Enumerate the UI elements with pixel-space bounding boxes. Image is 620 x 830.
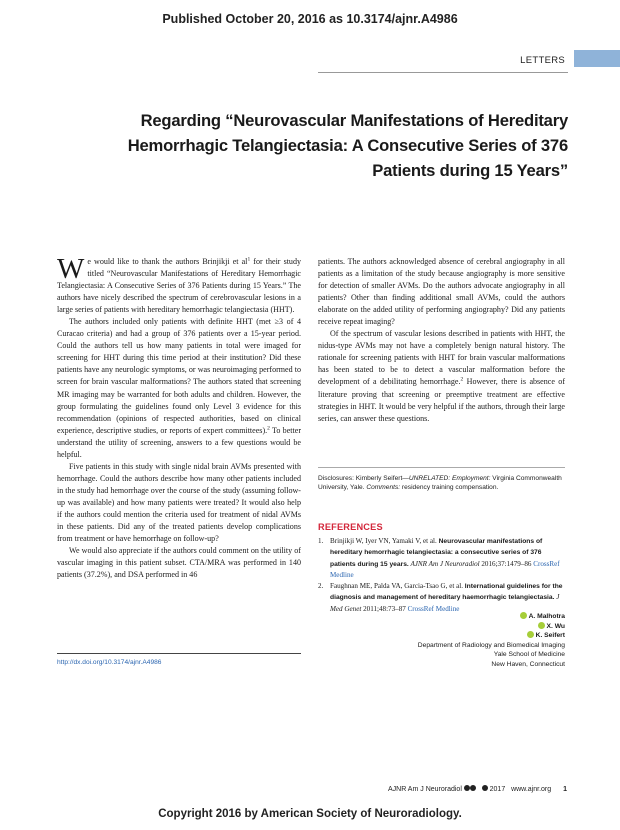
page-number: 1 (563, 786, 567, 793)
author-row: A. Malhotra (318, 612, 565, 622)
section-tab (574, 50, 620, 67)
affiliation-line: Department of Radiology and Biomedical Imaging (417, 641, 565, 649)
orcid-icon[interactable] (520, 612, 527, 619)
reference-item: 2. Faughnan ME, Palda VA, Garcia-Tsao G, et al. International guidelines for the diagnosis and management of hereditary haemorrhagic telangiectasia. J Med Genet 2011;48:73–87 CrossRef Medline (318, 582, 563, 613)
reference-item: 1. Brinjikji W, Iyer VN, Yamaki V, et al. Neurovascular manifestations of hereditary hemorrhagic telangiectasia: a consecutive series of 376 patients during 15 years. AJNR Am J Neuroradiol 2016;37:1479–86 CrossRef Medline (318, 537, 560, 579)
paragraph: We would also appreciate if the authors could comment on the utility of vascular imaging in this patient subset. CTA/MRA was performed in 140 patients (37.2%), and DSA performed in 46 (57, 546, 301, 580)
drop-cap: W (57, 253, 85, 285)
paragraph: Five patients in this study with single nidal brain AVMs presented with hemorrhage. Could the authors describe how many other patients included in the study had hemorrhage over the course of the study (assuming follow-up was available) and how many patients were treated? It would also help if the authors could mention the criteria used for treatment of nidal AVMs in these patients. Did any of the treated patients develop complications from treatment or have hemorrhage on follow-up? (57, 461, 301, 544)
journal-site[interactable]: www.ajnr.org (511, 786, 552, 793)
bullet-icon (470, 785, 476, 791)
doi-divider (57, 653, 301, 654)
affiliation-line: Yale School of Medicine (493, 651, 565, 659)
references-heading: REFERENCES (318, 522, 383, 532)
article-title: Regarding “Neurovascular Manifestations of Hereditary Hemorrhagic Telangiectasia: A Consecutive Series of 376 Patients during 15 Years” (127, 111, 568, 180)
bullet-icon (482, 785, 488, 791)
paragraph: We would like to thank the authors Brinjikji et $al^1$ for their study titled “Neurovascular Manifestations of Hereditary Hemorrhagic Telangiectasia: A Consecutive Series of 376 Patients during 15 Years.” The authors have nicely described the spectrum of cerebrovascular lesions in a large series of patients with hereditary hemorrhagic telangiectasia (HHT). (57, 253, 302, 315)
reference-links[interactable]: CrossRef Medline (407, 604, 460, 613)
author-row: X. Wu (318, 622, 565, 632)
affiliation-line: New Haven, Connecticut (491, 660, 565, 668)
paragraph: patients. The authors acknowledged absence of cerebral angiography in all patients as a limitation of the study because angiography is more sensitive for detection of smaller AVMs. Do the authors advocate angiography in all patients? Other than finding additional small AVMs, could the authors elaborate on the added utility of performing angiography? Did any patients receive repeat imaging? (318, 257, 565, 327)
body-column-left (57, 253, 302, 581)
references-list (318, 536, 565, 615)
paragraph: Of the spectrum of vascular lesions described in patients with HHT, the nidus-type AVMs may not have a completely benign natural history. The rationale for screening patients with HHT for brain vascular malformations has been stated to be to detect a vascular malformation before the development of a debilitating hemorrhage.$^2$ However, there is absence of literature proving that screening or preemptive treatment are effective strategies in HHT. It would be very helpful if the authors, through their large series, can answer these questions. (318, 329, 565, 423)
citation-superscript[interactable]: 1 (247, 256, 251, 263)
doi-link[interactable]: http://dx.doi.org/10.3174/ajnr.A4986 (57, 659, 162, 666)
paragraph: The authors included only patients with definite HHT (met ≥3 of 4 Curacao criteria) and had a group of 376 patients over a 15-year period. Could the authors tell us how many patients in total were imaged for screening for HHT during this time period at their institution? Did these patients have any neurologic symptoms, or was neuroimaging performed to screen for brain vascular malformations? The authors stated that screening MR imaging may be warranted for both adults and children. However, the group formulating the guidelines found only Level 3 evidence for this recommendation (opinions of respected authorities, based on clinical experience, descriptive studies, or reports of expert committees).$^2$ To better understand the utility of screening, answers to a few questions would be helpful. (57, 317, 302, 459)
orcid-icon[interactable] (538, 622, 545, 629)
published-banner: Published October 20, 2016 as 10.3174/ajnr.A4986 (162, 12, 458, 26)
section-label: LETTERS (520, 55, 565, 66)
disclosure-divider (318, 467, 565, 468)
body-column-right (318, 256, 565, 425)
author-row: K. Seifert (318, 631, 565, 641)
bullet-icon (464, 785, 470, 791)
author-block (318, 612, 565, 670)
copyright-notice: Copyright 2016 by American Society of Neuroradiology. (158, 808, 462, 820)
reference-links[interactable]: CrossRef Medline (330, 559, 560, 579)
citation-superscript[interactable]: 2 (460, 376, 464, 383)
page-footer: AJNR Am J Neuroradiol 2017 www.ajnr.org 1 (387, 786, 567, 793)
citation-superscript[interactable]: 2 (267, 424, 270, 431)
orcid-icon[interactable] (527, 631, 534, 638)
disclosures: Disclosures: Kimberly Seifert—UNRELATED: Employment: Virginia Commonwealth University, Yale. Comments: residency training compensation. (318, 475, 562, 491)
header-divider (318, 72, 568, 73)
